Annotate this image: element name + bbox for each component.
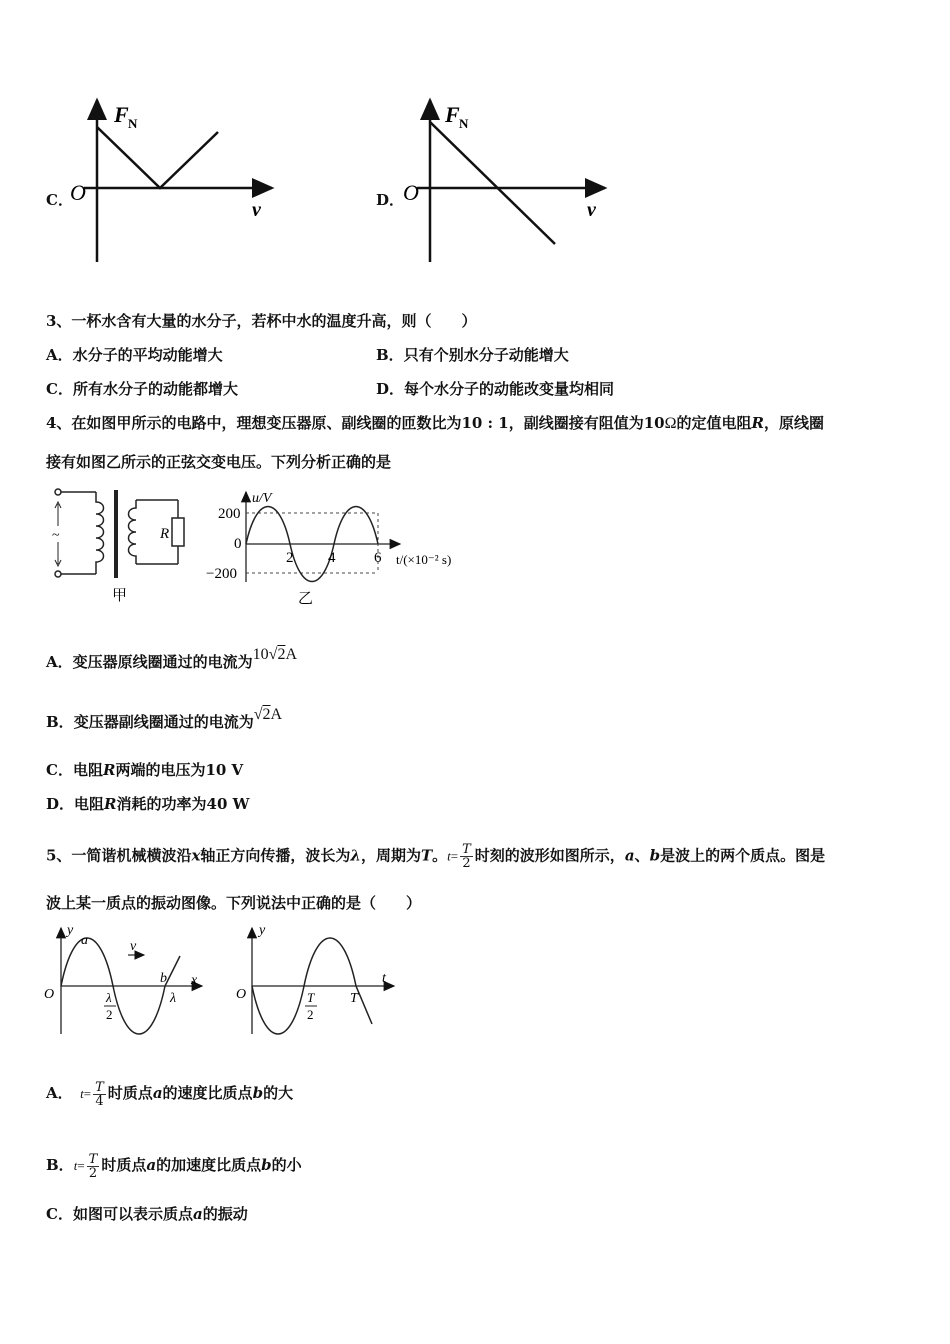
graph-c-y-sub: N <box>128 116 138 131</box>
q4-stem: 4、在如图甲所示的电路中，理想变压器原、副线圈的匝数比为10 : 1，副线圈接有阻值为10Ω的定值电阻R，原线圈 <box>46 414 824 432</box>
wave-tick-y-200: 200 <box>218 506 241 522</box>
graph-d-origin: O <box>403 180 419 205</box>
q5-option-c: C．如图可以表示质点a的振动 <box>46 1205 248 1223</box>
point-b-label: b <box>160 971 167 986</box>
q4-option-d: D．电阻R消耗的功率为40 W <box>46 795 250 813</box>
vib-t-label: t <box>382 971 386 986</box>
wave-y-label: u/V <box>252 491 272 506</box>
q2-option-d-label: D． <box>376 191 405 209</box>
q5-option-b: B．t= $\frac{T}{2}$ 时质点a的加速度比质点b的小 <box>46 1151 302 1181</box>
q4-option-c: C．电阻R两端的电压为10 V <box>46 761 244 779</box>
wave-x-label: x <box>191 973 198 988</box>
circuit-tilde: ~ <box>52 528 60 543</box>
graph-d-y-sub: N <box>459 116 469 131</box>
q5-stem-line2: 波上某一质点的振动图像。下列说法中正确的是（ ） <box>46 894 422 912</box>
graph-c-origin: O <box>70 180 86 205</box>
q3-option-a: A．水分子的平均动能增大 <box>46 346 223 364</box>
wave-x-label: t/(×10⁻² s) <box>396 552 452 567</box>
wave-tick-y-0: 0 <box>234 536 242 552</box>
q4-option-a: A．变压器原线圈通过的电流为10√2A <box>46 646 297 671</box>
q3-option-d: D．每个水分子的动能改变量均相同 <box>376 380 615 398</box>
q4-option-b: B．变压器副线圈通过的电流为√2A <box>46 706 283 731</box>
graph-c-y-label: F <box>114 102 129 127</box>
q5-vibration-graph <box>234 922 404 1037</box>
q5-wave-graph <box>40 922 210 1037</box>
fig-jia-label: 甲 <box>112 588 128 604</box>
vib-T-label: T <box>350 991 358 1006</box>
wave-tick-x-2: 2 <box>286 550 294 566</box>
q3-option-b: B．只有个别水分子动能增大 <box>376 346 569 364</box>
q5-option-a: A． t= $\frac{T}{4}$ 时质点a的速度比质点b的大 <box>46 1079 294 1109</box>
graph-d-x-label: v <box>587 199 596 221</box>
q4-stem-line2: 接有如图乙所示的正弦交变电压。下列分析正确的是 <box>46 453 392 471</box>
point-a-label: a <box>81 933 88 948</box>
velocity-label: v <box>130 939 137 954</box>
half-T-num: T <box>307 990 315 1005</box>
vib-y-label: y <box>259 923 266 938</box>
q4-circuit-figure <box>44 484 194 604</box>
q5-stem: 5、一简谐机械横波沿x轴正方向传播，波长为λ，周期为T。t= $\frac{T}{2}$ 时刻的波形如图所示，a、b是波上的两个质点。图是 <box>46 842 826 871</box>
graph-d-y-label: F <box>445 102 460 127</box>
half-lambda-den: 2 <box>106 1007 113 1022</box>
circuit-resistor-label: R <box>160 526 170 542</box>
q3-option-c: C．所有水分子的动能都增大 <box>46 380 238 398</box>
q3-stem: 3、一杯水含有大量的水分子，若杯中水的温度升高，则（ ） <box>46 312 477 330</box>
lambda-label: λ <box>170 991 177 1006</box>
half-lambda-num: λ <box>106 990 112 1005</box>
wave-tick-x-6: 6 <box>374 550 382 566</box>
wave-tick-x-4: 4 <box>328 550 336 566</box>
wave-tick-y-neg200: −200 <box>206 566 237 582</box>
wave-y-label: y <box>67 923 74 938</box>
q4-wave-figure <box>200 484 480 609</box>
q2-option-c-label: C． <box>46 191 73 209</box>
wave-origin: O <box>44 987 55 1002</box>
q2-graph-d <box>395 92 615 267</box>
q2-graph-c <box>62 92 282 267</box>
fig-yi-label: 乙 <box>298 591 314 607</box>
half-T-den: 2 <box>307 1007 314 1022</box>
graph-c-x-label: v <box>252 199 261 221</box>
vib-origin: O <box>236 987 247 1002</box>
